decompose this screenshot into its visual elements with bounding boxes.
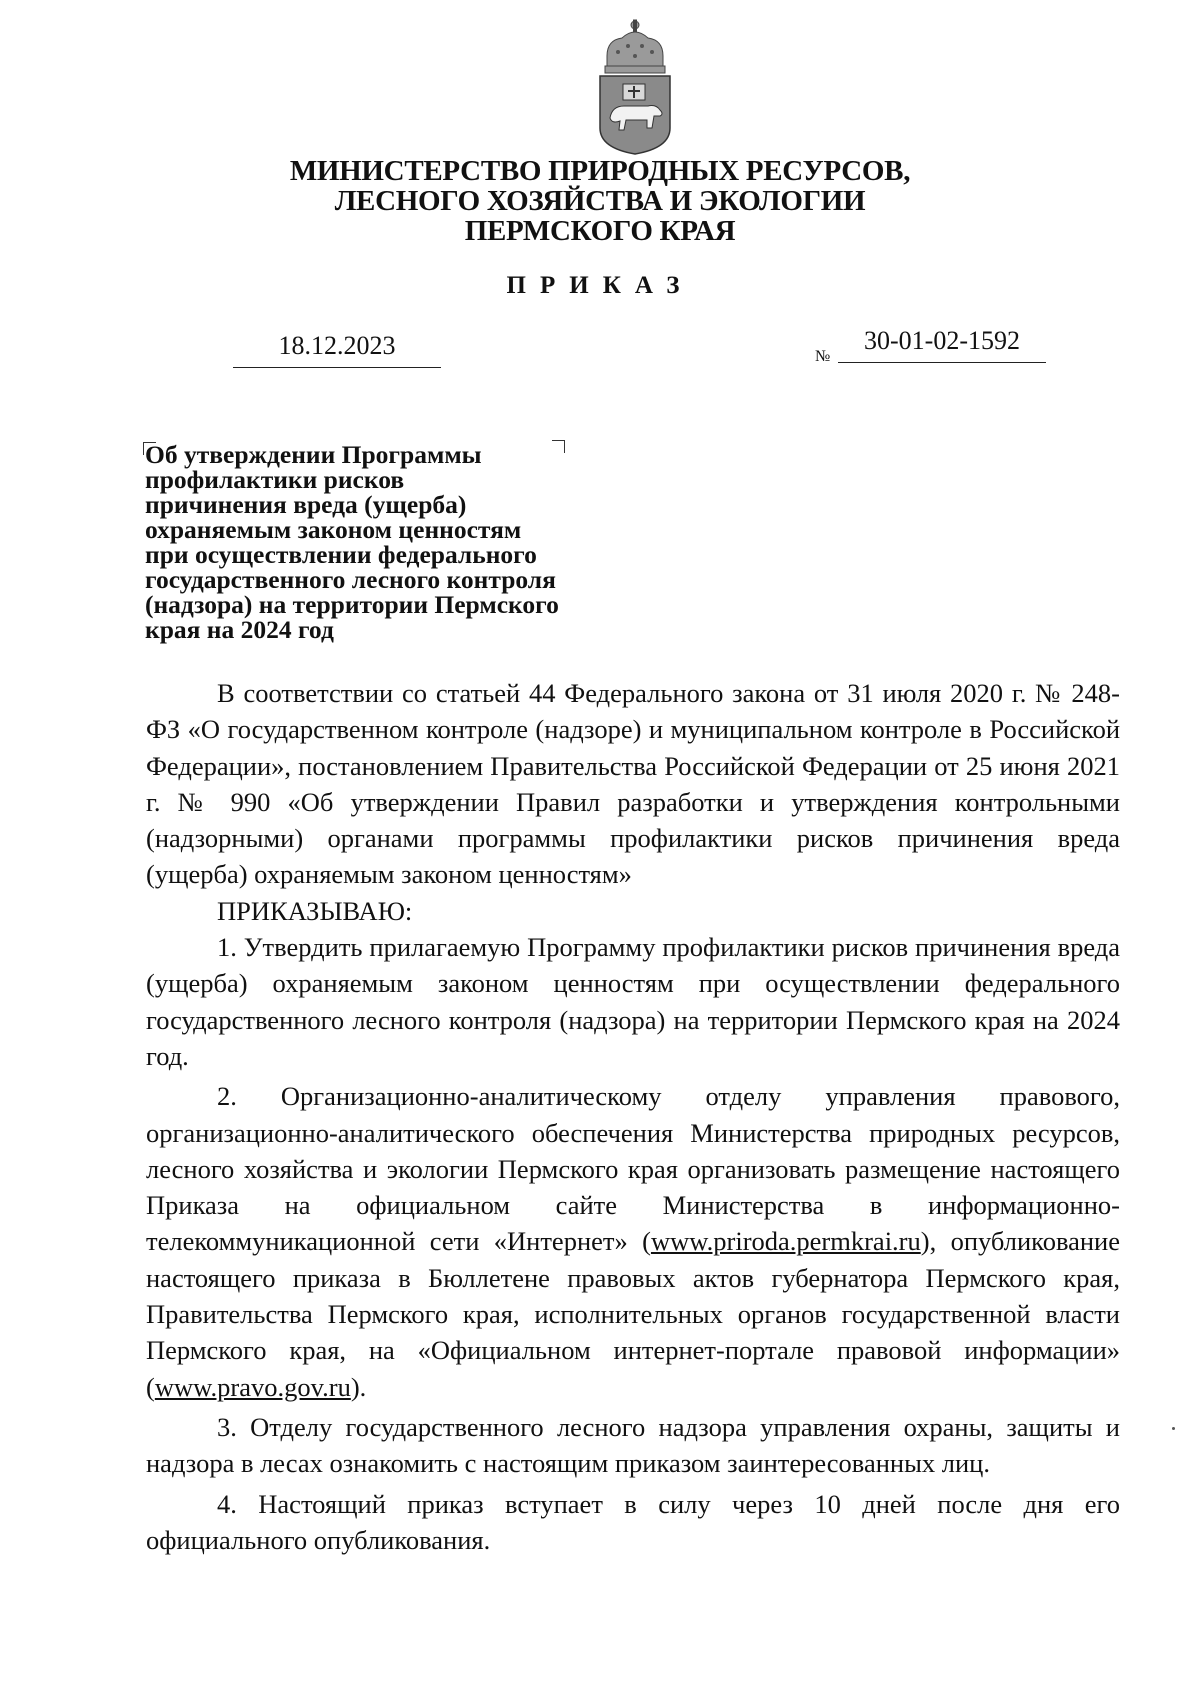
header-line-1: МИНИСТЕРСТВО ПРИРОДНЫХ РЕСУРСОВ, (289, 155, 911, 187)
document-body (146, 675, 1120, 1558)
subject-line: при осуществлении федерального (145, 540, 537, 569)
subject-line: профилактики рисков (145, 465, 405, 494)
pravo-portal-link[interactable]: www.pravo.gov.ru (154, 1371, 351, 1402)
subject-line: Об утверждении Программы (145, 440, 482, 469)
priroda-site-link[interactable]: www.priroda.permkrai.ru (650, 1226, 921, 1257)
subject-line: (надзора) на территории Пермского (145, 590, 559, 619)
document-number: 30-01-02-1592 (838, 320, 1046, 363)
item-2-text-part-2: ), опубликование настоящего приказа в Бюллетене правовых актов губернатора Пермского края, Правительства Пермского края, исполнительных органов государственной власти Пермского края, на «Официальном интернет-портале правовой информации» ( (146, 1226, 1120, 1402)
number-sign: № (815, 348, 831, 365)
item-2-paragraph (146, 1078, 1120, 1405)
preamble-paragraph: В соответствии со статьей 44 Федерального закона от 31 июля 2020 г. № 248-ФЗ «О государственном контроле (надзоре) и муниципальном контроле в Российской Федерации», постановлением Правительства Российской Федерации от 25 июня 2021 г. № 990 «Об утверждении Правил разработки и утверждения контрольными (надзорными) органами программы профилактики рисков причинения вреда (ущерба) охраняемым законом ценностям» (146, 678, 1120, 890)
item-4-paragraph: 4. Настоящий приказ вступает в силу через 10 дней после дня его официального опубликования. (146, 1488, 1120, 1555)
header-line-2: ЛЕСНОГО ХОЗЯЙСТВА И ЭКОЛОГИИ (334, 185, 866, 217)
scan-speck (1172, 1427, 1175, 1430)
header-line-3: ПЕРМСКОГО КРАЯ (464, 215, 736, 247)
item-2-text-part-3: ). (350, 1371, 367, 1402)
item-3-paragraph: 3. Отделу государственного лесного надзора управления охраны, защиты и надзора в лесах ознакомить с настоящим приказом заинтересованных лиц. (146, 1411, 1120, 1479)
subject-line: края на 2024 год (145, 615, 334, 644)
subject-line: охраняемым законом ценностям (145, 515, 522, 544)
subject-line: причинения вреда (ущерба) (145, 490, 467, 519)
document-date: 18.12.2023 (233, 325, 441, 368)
subject-line: государственного лесного контроля (145, 565, 556, 594)
item-2-text-part-1: 2. Организационно-аналитическому отделу управления правового, организационно-аналитического обеспечения Министерства природных ресурсов, лесного хозяйства и экологии Пермского края организовать размещение настоящего Приказа на официальном сайте Министерства в информационно-телекоммуникационной сети «Интернет» ( (146, 1081, 1120, 1257)
ministry-header (0, 156, 1200, 246)
order-word: ПРИКАЗЫВАЮ: (217, 895, 413, 926)
document-subject (145, 442, 615, 642)
item-1-paragraph: 1. Утвердить прилагаемую Программу профилактики рисков причинения вреда (ущерба) охраняемым законом ценностям при осуществлении федерального государственного лесного контроля (надзора) на территории Пермского края на 2024 год. (146, 932, 1120, 1071)
perm-krai-coat-of-arms-icon (590, 18, 680, 158)
document-type-title: ПРИКАЗ (506, 272, 694, 299)
